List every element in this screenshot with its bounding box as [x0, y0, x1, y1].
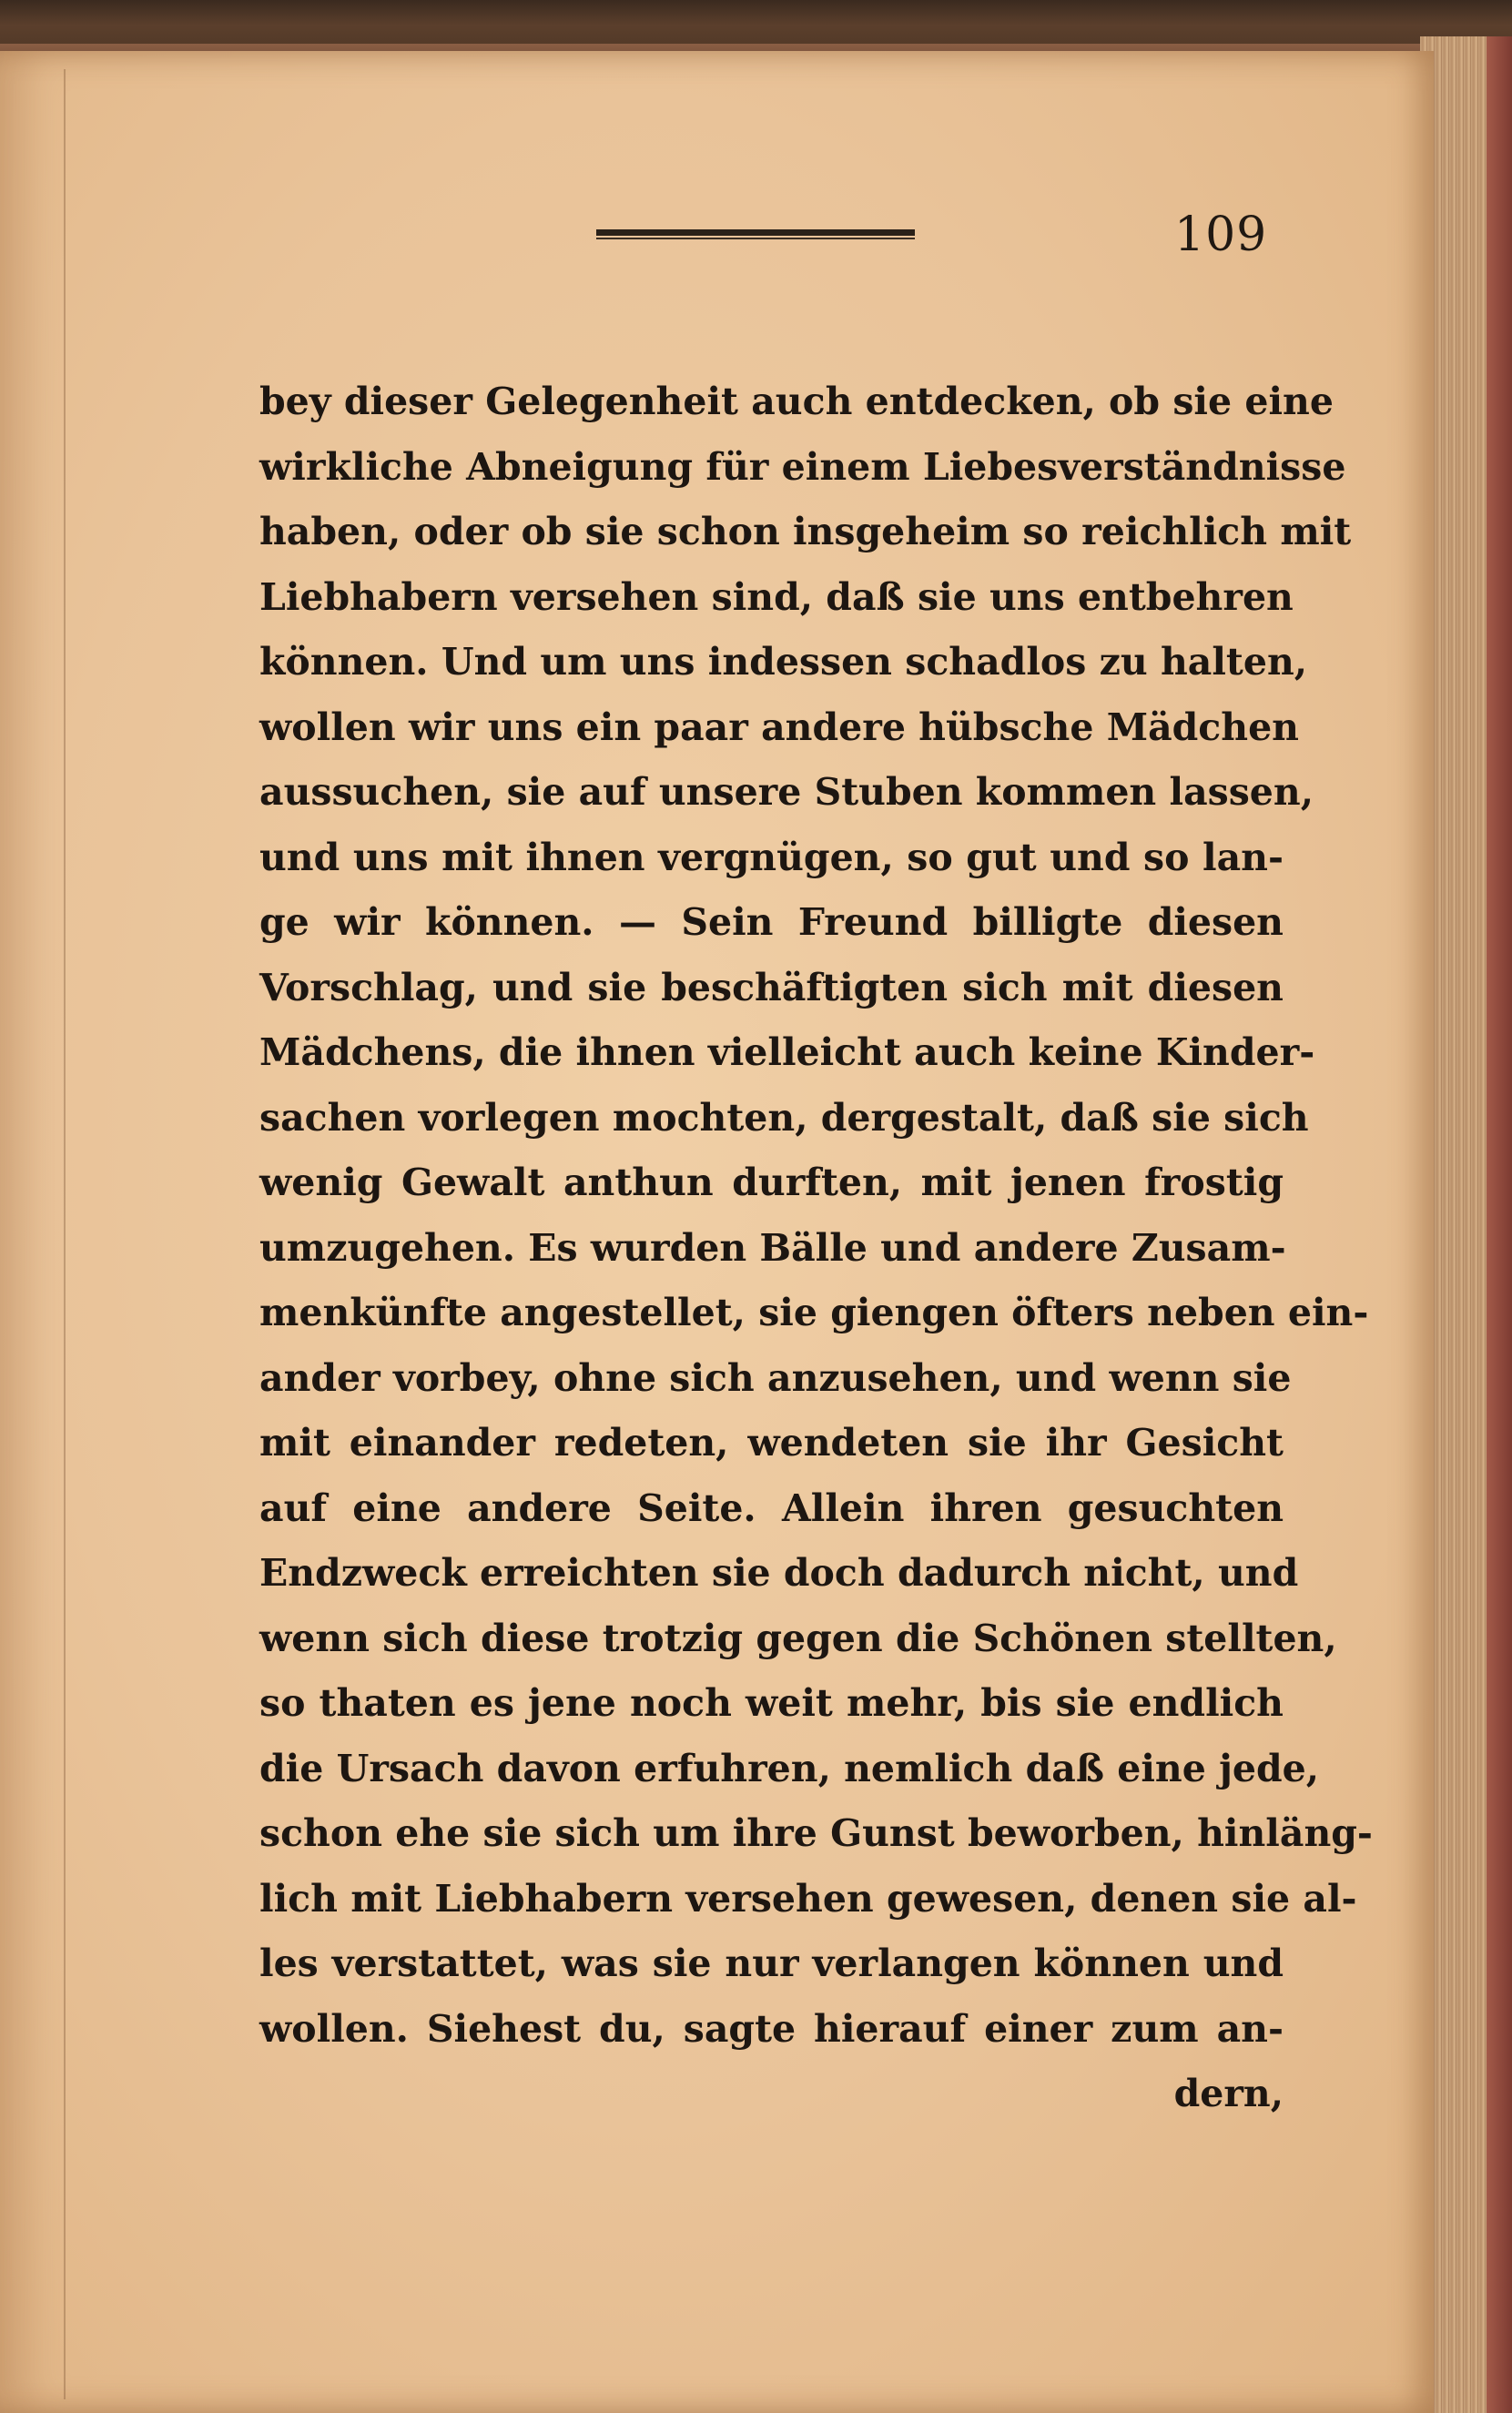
page-number: 109 [1174, 208, 1268, 262]
gutter-crease [64, 69, 66, 2399]
text-line: les verstattet, was sie nur verlangen können und [259, 1942, 1284, 1985]
text-line: ander vorbey, ohne sich anzusehen, und wenn sie [259, 1355, 1292, 1400]
catchword: dern, [1173, 2072, 1284, 2115]
page-stack-edge [1420, 36, 1512, 2413]
text-line: schon ehe sie sich um ihre Gunst beworben, hinläng- [259, 1811, 1373, 1855]
text-line: wollen. Siehest du, sagte hierauf einer zum an- [259, 2006, 1284, 2051]
text-line: Mädchens, die ihnen vielleicht auch keine Kinder- [259, 1030, 1315, 1074]
text-line: wirkliche Abneigung für einem Liebesverständnisse [259, 444, 1346, 489]
text-line: Endzweck erreichten sie doch dadurch nicht, und [259, 1551, 1299, 1595]
text-line: menkünfte angestellet, sie giengen öfters neben ein- [259, 1291, 1369, 1334]
text-line: auf eine andere Seite. Allein ihren gesuchten [259, 1485, 1284, 1530]
text-line: wenn sich diese trotzig gegen die Schönen stellten, [259, 1616, 1337, 1660]
text-line: haben, oder ob sie schon insgeheim so reichlich mit [259, 510, 1352, 553]
header-rule [596, 229, 915, 238]
text-line: bey dieser Gelegenheit auch entdecken, ob sie eine [259, 380, 1334, 423]
text-line: die Ursach davon erfuhren, nemlich daß eine jede, [259, 1746, 1320, 1790]
text-line: Liebhabern versehen sind, daß sie uns entbehren [259, 574, 1294, 619]
text-line: mit einander redeten, wendeten sie ihr Gesicht [259, 1421, 1284, 1465]
text-line: wenig Gewalt anthun durften, mit jenen frostig [259, 1161, 1284, 1204]
text-line: können. Und um uns indessen schadlos zu halten, [259, 640, 1308, 684]
text-line: aussuchen, sie auf unsere Stuben kommen lassen, [259, 770, 1314, 814]
book-page [0, 51, 1434, 2413]
text-line: umzugehen. Es wurden Bälle und andere Zusam- [259, 1225, 1286, 1270]
text-line: Vorschlag, und sie beschäftigten sich mit diesen [259, 965, 1284, 1009]
text-line: wollen wir uns ein paar andere hübsche Mädchen [259, 705, 1299, 749]
body-text [259, 370, 1373, 2127]
text-line: und uns mit ihnen vergnügen, so gut und so lan- [259, 835, 1284, 879]
text-line: so thaten es jene noch weit mehr, bis sie endlich [259, 1681, 1284, 1725]
text-line: lich mit Liebhabern versehen gewesen, denen sie al- [259, 1876, 1357, 1921]
text-line: ge wir können. — Sein Freund billigte diesen [259, 900, 1284, 944]
text-line: sachen vorlegen mochten, dergestalt, daß sie sich [259, 1095, 1309, 1140]
